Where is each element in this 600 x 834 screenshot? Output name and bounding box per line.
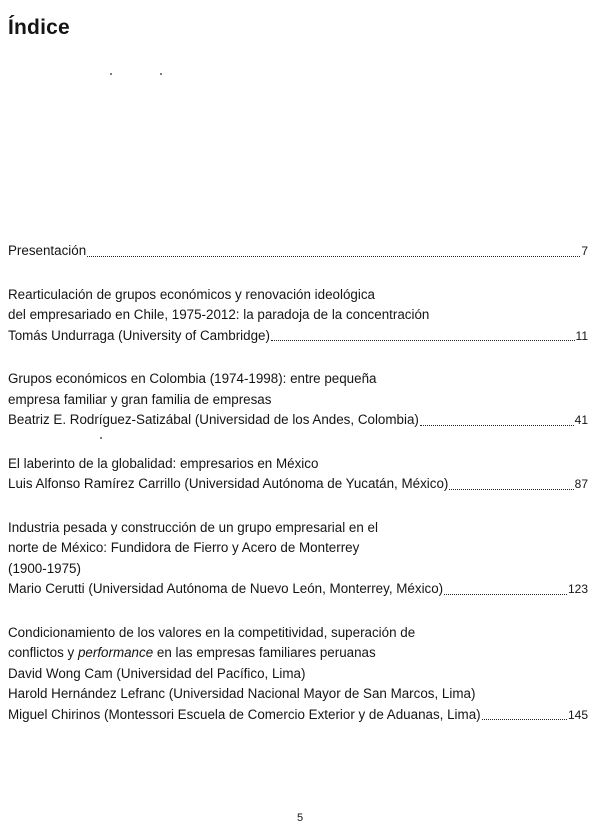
- toc-entry-title: Presentación: [8, 243, 87, 258]
- toc-author: Harold Hernández Lefranc (Universidad Nacional Mayor de San Marcos, Lima): [8, 686, 476, 701]
- toc-leader-line: [8, 474, 588, 495]
- toc-entry-mexico-globalidad[interactable]: [8, 454, 588, 495]
- toc-title-line: Grupos económicos en Colombia (1974-1998): entre pequeña: [8, 371, 377, 386]
- toc-page-number: 123: [567, 582, 588, 596]
- toc-title-line: norte de México: Fundidora de Fierro y Acero de Monterrey: [8, 540, 360, 555]
- toc-leader-line: [8, 410, 588, 431]
- page-title: Índice: [8, 16, 70, 39]
- toc-title-fragment: en las empresas familiares peruanas: [153, 645, 376, 660]
- toc-author: David Wong Cam (Universidad del Pacífico, Lima): [8, 665, 306, 681]
- toc-page-number: 145: [567, 707, 588, 722]
- toc-title-line: Rearticulación de grupos económicos y renovación ideológica: [8, 286, 375, 302]
- toc-entry-monterrey[interactable]: [8, 518, 588, 600]
- toc-entry-presentacion[interactable]: [8, 241, 588, 262]
- toc-leader-line: [8, 326, 588, 347]
- scan-speck: [110, 73, 112, 75]
- toc-author: Luis Alfonso Ramírez Carrillo (Universidad Autónoma de Yucatán, México): [8, 476, 449, 491]
- toc-title-fragment: conflictos y: [8, 645, 78, 660]
- toc-entry-colombia[interactable]: [8, 369, 588, 431]
- dot-leader: [482, 718, 567, 720]
- toc-author: Beatriz E. Rodríguez-Satizábal (Universidad de los Andes, Colombia): [8, 412, 419, 427]
- toc-entry-peru[interactable]: [8, 623, 588, 726]
- toc-leader-line: [8, 705, 588, 726]
- page-number: 5: [296, 812, 304, 824]
- toc-title-line: (1900-1975): [8, 560, 81, 576]
- toc-page-number: 7: [581, 244, 588, 258]
- toc-title-line: [8, 643, 588, 664]
- toc-page-number: 87: [574, 477, 588, 491]
- dot-leader: [271, 339, 575, 341]
- toc-title-line: Industria pesada y construcción de un grupo empresarial en el: [8, 519, 378, 535]
- dot-leader: [444, 593, 567, 595]
- toc-title-line: del empresariado en Chile, 1975-2012: la paradoja de la concentración: [8, 307, 430, 322]
- scan-speck: [160, 73, 162, 75]
- dot-leader: [87, 255, 580, 257]
- toc-leader-line: [8, 579, 588, 600]
- toc-page-number: 41: [574, 413, 588, 427]
- toc-title-italic: performance: [77, 645, 154, 660]
- toc-page-number: 11: [575, 328, 588, 343]
- toc-title-line: El laberinto de la globalidad: empresarios en México: [8, 455, 319, 471]
- toc-author: Mario Cerutti (Universidad Autónoma de Nuevo León, Monterrey, México): [8, 581, 444, 596]
- toc-author: Tomás Undurraga (University of Cambridge): [8, 327, 270, 343]
- toc-title-line: Condicionamiento de los valores en la competitividad, superación de: [8, 624, 416, 640]
- toc-leader-line: [8, 241, 588, 262]
- dot-leader: [449, 488, 573, 490]
- toc-entry-chile[interactable]: [8, 285, 588, 347]
- toc-author: Miguel Chirinos (Montessori Escuela de Comercio Exterior y de Aduanas, Lima): [8, 706, 481, 722]
- table-of-contents: [8, 241, 588, 748]
- toc-title-line: empresa familiar y gran familia de empresas: [8, 391, 272, 407]
- dot-leader: [420, 424, 574, 426]
